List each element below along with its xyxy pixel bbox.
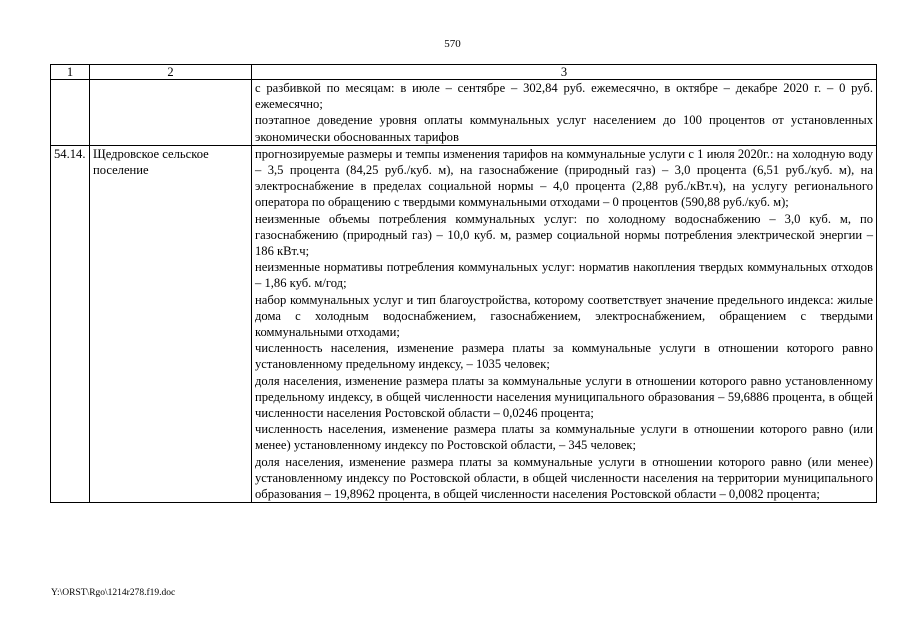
document-table — [50, 64, 877, 503]
entry-paragraph: набор коммунальных услуг и тип благоустройства, которому соответствует значение предельного индекса: жилые дома с холодным водоснабжением, газоснабжением, электроснабжением, обращением с твердыми коммунальными отходами; — [255, 292, 873, 340]
continuation-paragraph: поэтапное доведение уровня оплаты коммунальных услуг населением до 100 процентов от установленных экономически обоснованных тарифов — [255, 113, 873, 144]
entry-number: 54.14. — [51, 145, 90, 502]
entry-paragraph: численность населения, изменение размера платы за коммунальные услуги в отношении которого равно (или менее) установленному индексу по Ростовской области, – 345 человек; — [255, 422, 873, 453]
entry-paragraph: прогнозируемые размеры и темпы изменения тарифов на коммунальные услуги с 1 июля 2020г.: на холодную воду – 3,5 процента (84,25 руб./куб. м), на газоснабжение (природный газ) – 3,0 процента (6,51 руб./куб. м), на электроснабжение в пределах социальной нормы – 4,0 процента (2,88 руб./кВт.ч), на услугу регионального оператора по обращению с твердыми коммунальными отходами – 0 процентов (590,88 руб./куб. м); — [255, 146, 873, 210]
table-header-row — [51, 65, 877, 80]
header-col-1: 1 — [51, 65, 90, 80]
entry-paragraph: неизменные объемы потребления коммунальных услуг: по холодному водоснабжению – 3,0 куб. м, по газоснабжению (природный газ) – 10,0 куб. м, размер социальной нормы потребления электрической энергии – 186 кВт.ч; — [255, 211, 873, 259]
continuation-text-cell — [252, 80, 877, 146]
header-col-3: 3 — [252, 65, 877, 80]
entry-paragraph: неизменные нормативы потребления коммунальных услуг: норматив накопления твердых коммунальных отходов – 1,86 куб. м/год; — [255, 260, 873, 291]
footer-file-path: Y:\ORST\Rgo\1214r278.f19.doc — [51, 588, 176, 598]
page-number: 570 — [444, 38, 461, 50]
continuation-number-cell — [51, 80, 90, 146]
continuation-paragraph: с разбивкой по месяцам: в июле – сентябре – 302,84 руб. ежемесячно, в октябре – декабре 2020 г. – 0 руб. ежемесячно; — [255, 81, 873, 112]
entry-paragraph: численность населения, изменение размера платы за коммунальные услуги в отношении которого равно установленному предельному индексу, – 1035 человек; — [255, 341, 873, 372]
entry-text-cell — [252, 145, 877, 502]
entry-row — [51, 145, 877, 502]
entry-name: Щедровское сельское поселение — [90, 145, 252, 502]
continuation-row — [51, 80, 877, 146]
entry-paragraph: доля населения, изменение размера платы за коммунальные услуги в отношении которого равно установленному предельному индексу, в общей численности населения муниципального образования – 59,6886 процента, в общей численности населения Ростовской области – 0,0246 процента; — [255, 373, 873, 421]
header-col-2: 2 — [90, 65, 252, 80]
entry-paragraph: доля населения, изменение размера платы за коммунальные услуги в отношении которого равно (или менее) установленному индексу по Ростовской области, в общей численности населения на территории муниципального образования – 19,8962 процента, в общей численности населения Ростовской области – 0,0082 процента; — [255, 454, 873, 502]
continuation-name-cell — [90, 80, 252, 146]
